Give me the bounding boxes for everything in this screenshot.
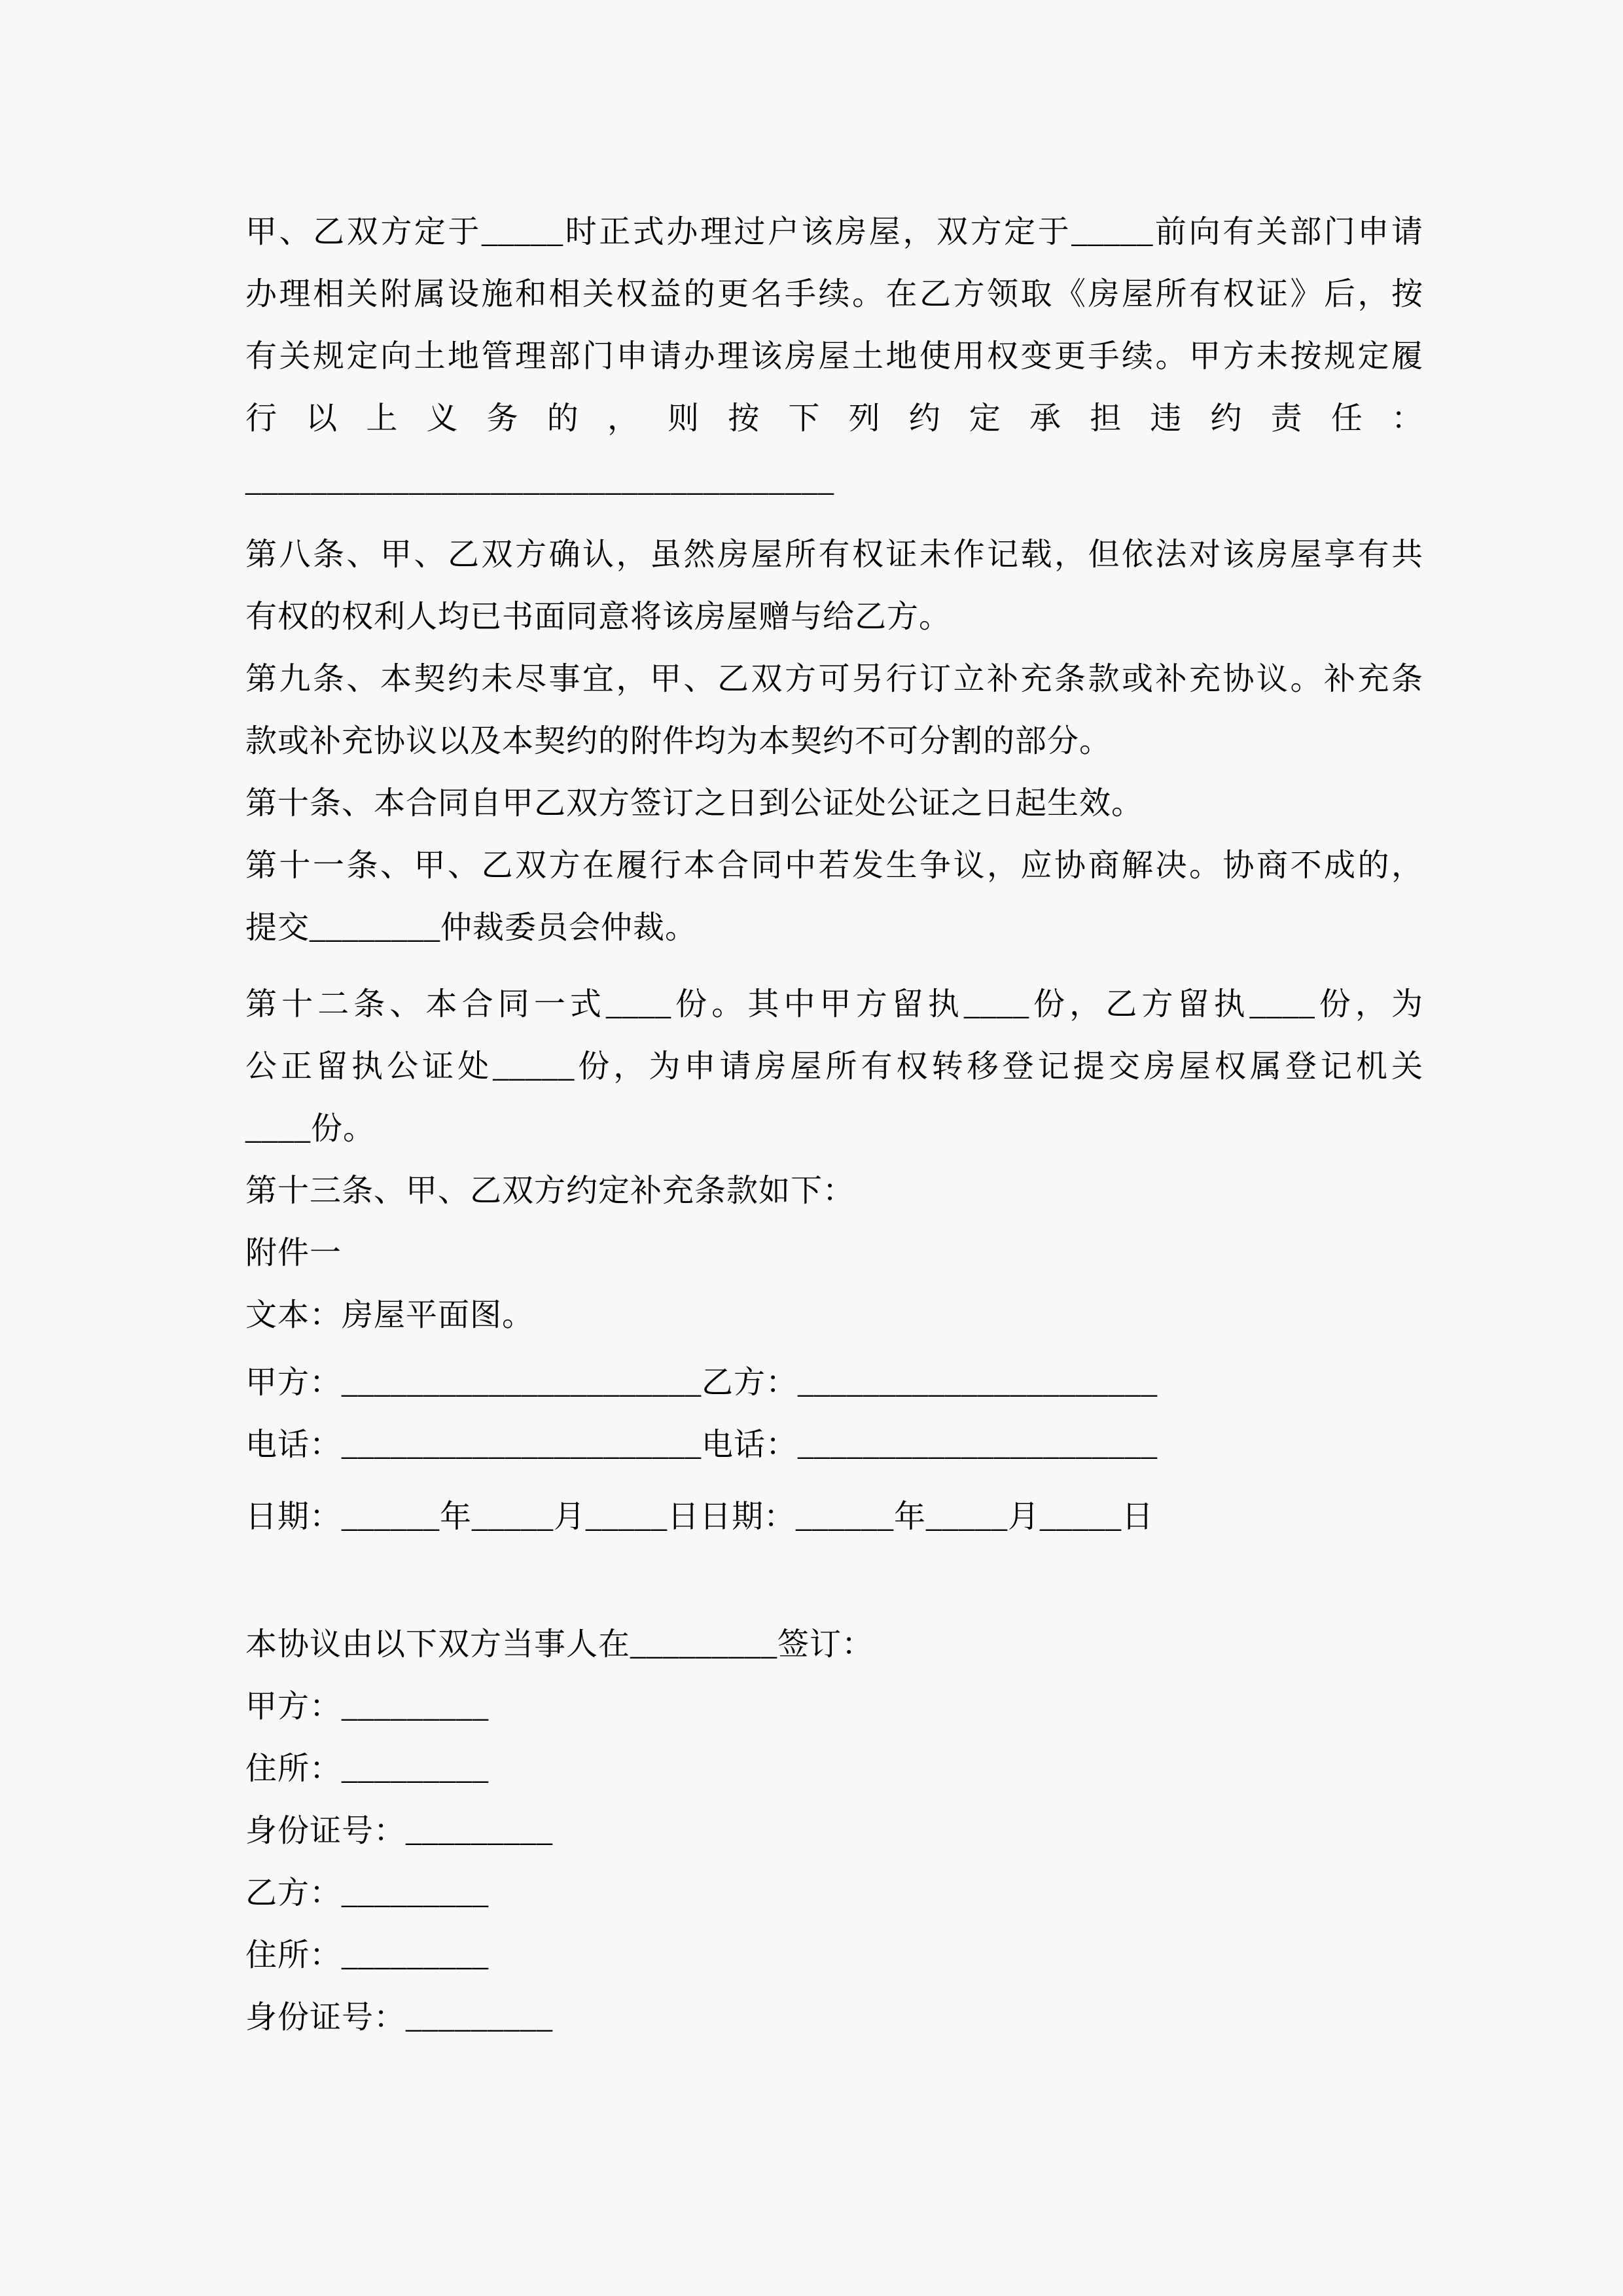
phone-row: 电话：______________________电话：______________________: [245, 1427, 1158, 1462]
date-row: 日期：______年_____月_____日日期：______年_____月_____日: [245, 1499, 1154, 1534]
clause-11-line-1: 第十一条、甲、乙双方在履行本合同中若发生争议，应协商解决。协商不成的，: [245, 848, 1423, 883]
clause-transfer-line-2: 办理相关附属设施和相关权益的更名手续。在乙方领取《房屋所有权证》后，按: [245, 277, 1423, 312]
document-body: [245, 201, 1423, 2049]
clause-12-line-3: ____份。: [245, 1111, 376, 1146]
clause-12-line-1: 第十二条、本合同一式____份。其中甲方留执____份，乙方留执____份，为: [245, 987, 1423, 1022]
party-b-address-line: 住所：_________: [245, 1938, 490, 1973]
agreement-signing-line: 本协议由以下双方当事人在_________签订：: [245, 1627, 874, 1662]
party-a-label-line: 甲方：_________: [245, 1689, 490, 1724]
clause-8-line-2: 有权的权利人均已书面同意将该房屋赠与给乙方。: [245, 600, 952, 634]
clause-transfer-line-4: 行以上义务的，则按下列约定承担违约责任：: [245, 401, 1423, 436]
clause-9-line-1: 第九条、本契约未尽事宜，甲、乙双方可另行订立补充条款或补充协议。补充条: [245, 662, 1423, 696]
clause-10-line: 第十条、本合同自甲乙双方签订之日到公证处公证之日起生效。: [245, 786, 1144, 821]
party-b-id-line: 身份证号：_________: [245, 2000, 554, 2035]
party-a-id-line: 身份证号：_________: [245, 1814, 554, 1848]
clause-9-line-2: 款或补充协议以及本契约的附件均为本契约不可分割的部分。: [245, 724, 1112, 759]
attachment-text-line: 文本：房屋平面图。: [245, 1298, 535, 1333]
clause-transfer-line-3: 有关规定向土地管理部门申请办理该房屋土地使用权变更手续。甲方未按规定履: [245, 339, 1423, 374]
attachment-1-heading: 附件一: [245, 1236, 342, 1270]
party-b-label-line: 乙方：_________: [245, 1876, 490, 1910]
clause-8-line-1: 第八条、甲、乙双方确认，虽然房屋所有权证未作记载，但依法对该房屋享有共: [245, 537, 1423, 572]
clause-11-line-2: 提交________仲裁委员会仲裁。: [245, 910, 698, 945]
party-signature-row: 甲方：______________________乙方：______________________: [245, 1365, 1158, 1400]
clause-13-line: 第十三条、甲、乙双方约定补充条款如下：: [245, 1174, 855, 1208]
fill-in-underline: ____________________________________: [245, 463, 834, 498]
clause-transfer-line-1: 甲、乙双方定于_____时正式办理过户该房屋，双方定于_____前向有关部门申请: [245, 215, 1423, 249]
clause-12-line-2: 公正留执公证处_____份，为申请房屋所有权转移登记提交房屋权属登记机关: [245, 1049, 1423, 1084]
party-a-address-line: 住所：_________: [245, 1751, 490, 1786]
